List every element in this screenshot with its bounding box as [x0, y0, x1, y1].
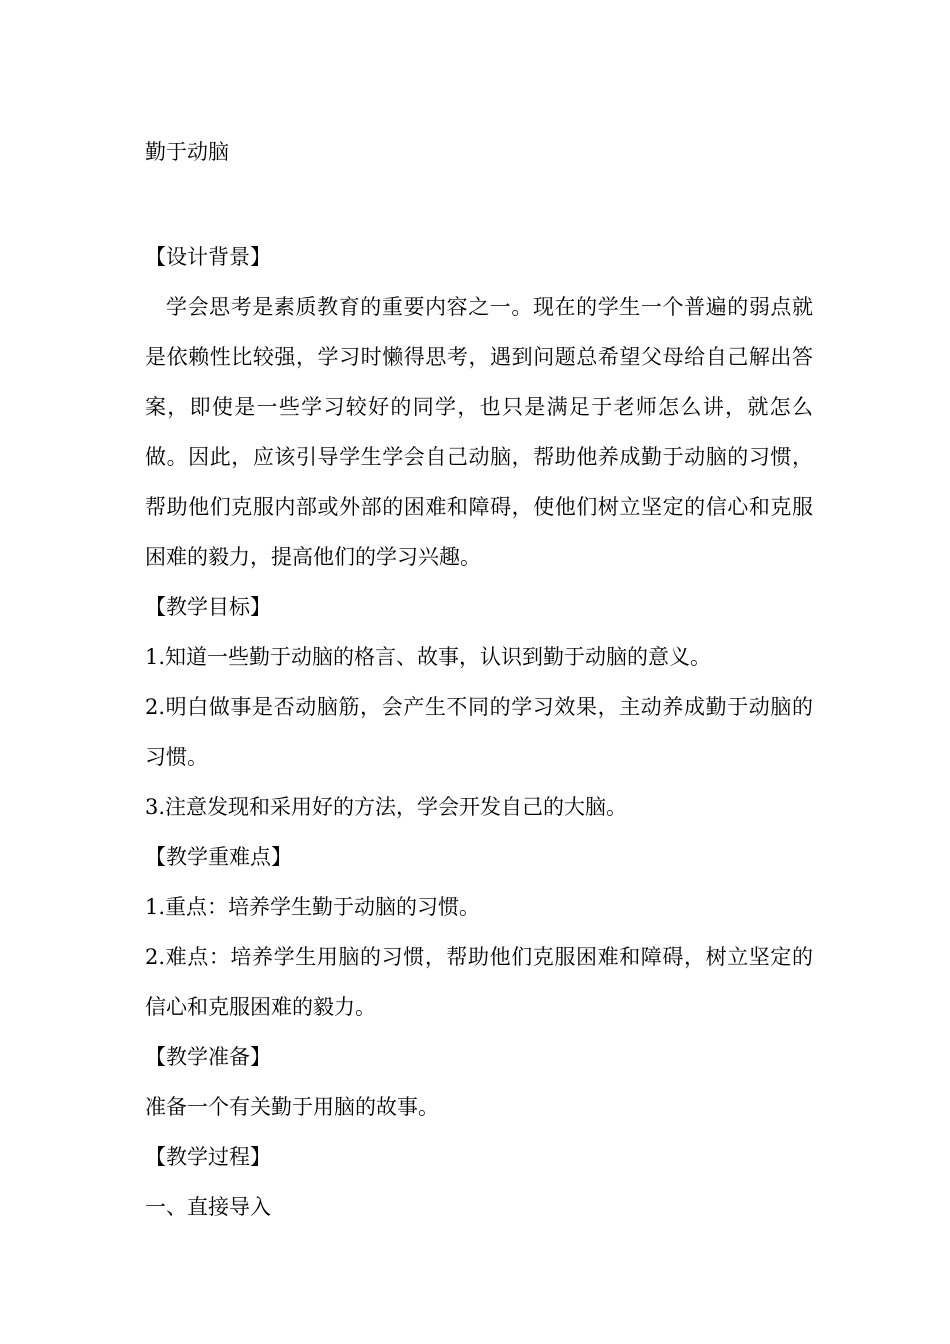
key-point-item-2: 2.难点：培养学生用脑的习惯，帮助他们克服困难和障碍，树立坚定的信心和克服困难的毅力。 [145, 945, 813, 1019]
background-paragraph: 学会思考是素质教育的重要内容之一。现在的学生一个普遍的弱点就是依赖性比较强，学习时懒得思考，遇到问题总希望父母给自己解出答案，即使是一些学习较好的同学，也只是满足于老师怎么讲，就怎么做。因此，应该引导学生学会自己动脑，帮助他养成勤于动脑的习惯，帮助他们克服内部或外部的困难和障碍，使他们树立坚定的信心和克服困难的毅力，提高他们的学习兴趣。 [145, 295, 813, 569]
process-step-1: 一、直接导入 [145, 1195, 271, 1219]
section-heading-preparation: 【教学准备】 [145, 1045, 271, 1069]
goal-item-2: 2.明白做事是否动脑筋，会产生不同的学习效果，主动养成勤于动脑的习惯。 [145, 695, 813, 769]
section-heading-key-points: 【教学重难点】 [145, 845, 292, 869]
goal-item-1: 1.知道一些勤于动脑的格言、故事，认识到勤于动脑的意义。 [145, 645, 712, 669]
section-heading-goals: 【教学目标】 [145, 595, 271, 619]
preparation-text: 准备一个有关勤于用脑的故事。 [145, 1095, 439, 1119]
goal-item-3: 3.注意发现和采用好的方法，学会开发自己的大脑。 [145, 795, 628, 819]
document-body [145, 232, 813, 1232]
document-title: 勤于动脑 [145, 140, 229, 164]
section-heading-background: 【设计背景】 [145, 245, 271, 269]
section-heading-process: 【教学过程】 [145, 1145, 271, 1169]
key-point-item-1: 1.重点：培养学生勤于动脑的习惯。 [145, 895, 481, 919]
